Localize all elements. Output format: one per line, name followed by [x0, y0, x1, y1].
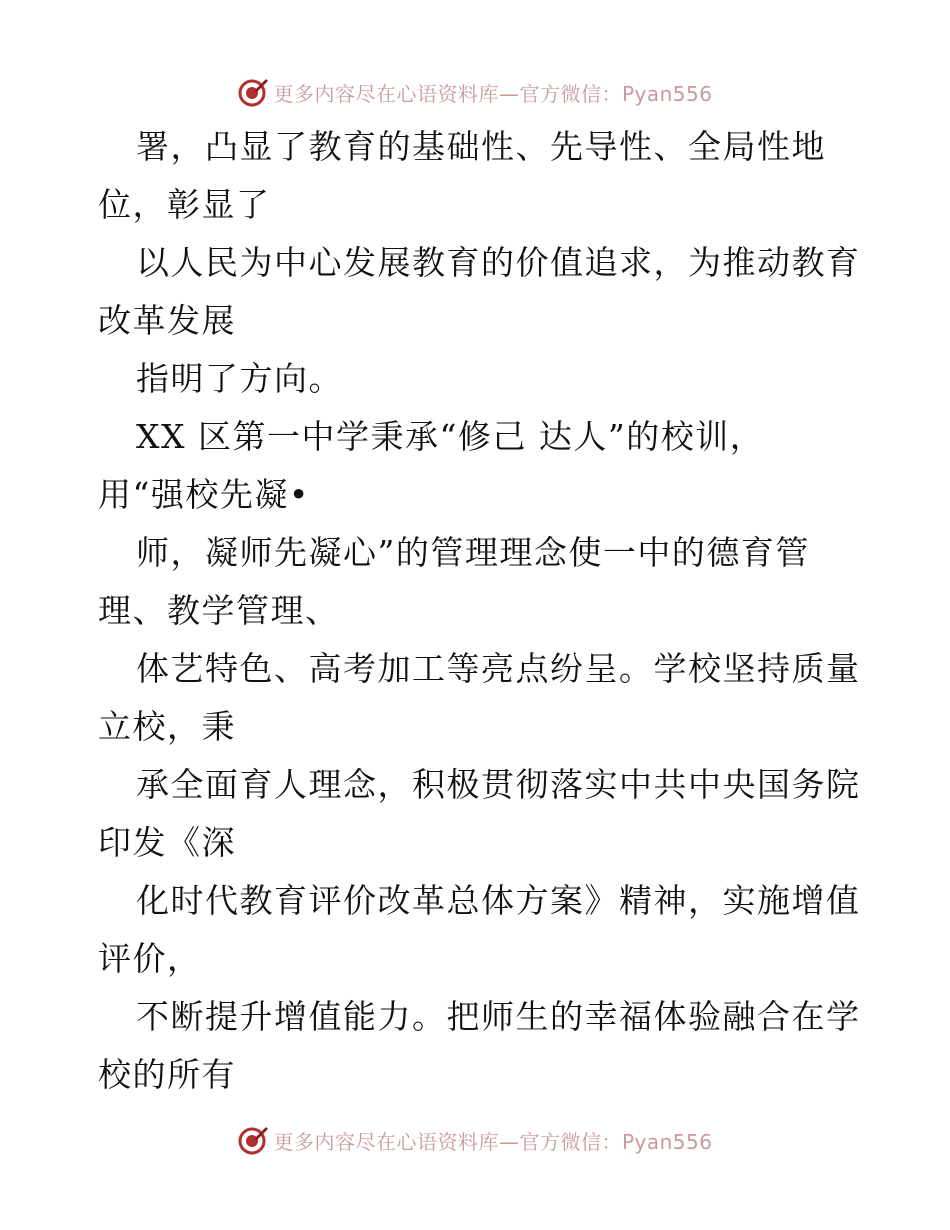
pen-logo-icon [237, 1124, 269, 1156]
footer-banner [0, 1120, 950, 1160]
text-line: 承全面育人理念，积极贯彻落实中共中央国务院 [136, 765, 861, 804]
text-line: 不断提升增值能力。把师生的幸福体验融合在学 [136, 997, 861, 1036]
pen-logo-icon [237, 76, 269, 108]
text-line: XX 区第一中学秉承“修己 达人”的校训， [136, 417, 765, 456]
text-line: 位，彰显了 [98, 185, 271, 224]
text-line: 指明了方向。 [136, 359, 343, 398]
text-line: 署，凸显了教育的基础性、先导性、全局性地 [136, 127, 826, 166]
footer-banner-text: 更多内容尽在心语资料库—官方微信：Pyan556 [273, 1129, 713, 1154]
text-line: 师，凝师先凝心”的管理理念使一中的德育管 [136, 533, 810, 572]
text-line: 立校，秉 [98, 707, 236, 746]
text-line: 体艺特色、高考加工等亮点纷呈。学校坚持质量 [136, 649, 861, 688]
header-banner [0, 72, 950, 112]
text-line: 化时代教育评价改革总体方案》精神，实施增值 [136, 881, 861, 920]
text-line: 用“强校先凝• [98, 475, 310, 514]
text-line: 校的所有 [98, 1055, 236, 1094]
text-line: 改革发展 [98, 301, 236, 340]
header-banner-text: 更多内容尽在心语资料库—官方微信：Pyan556 [273, 81, 713, 106]
text-line: 评价， [98, 939, 202, 978]
document-body [98, 118, 861, 1104]
text-line: 印发《深 [98, 823, 236, 862]
text-line: 以人民为中心发展教育的价值追求，为推动教育 [136, 243, 861, 282]
text-line: 理、教学管理、 [98, 591, 340, 630]
